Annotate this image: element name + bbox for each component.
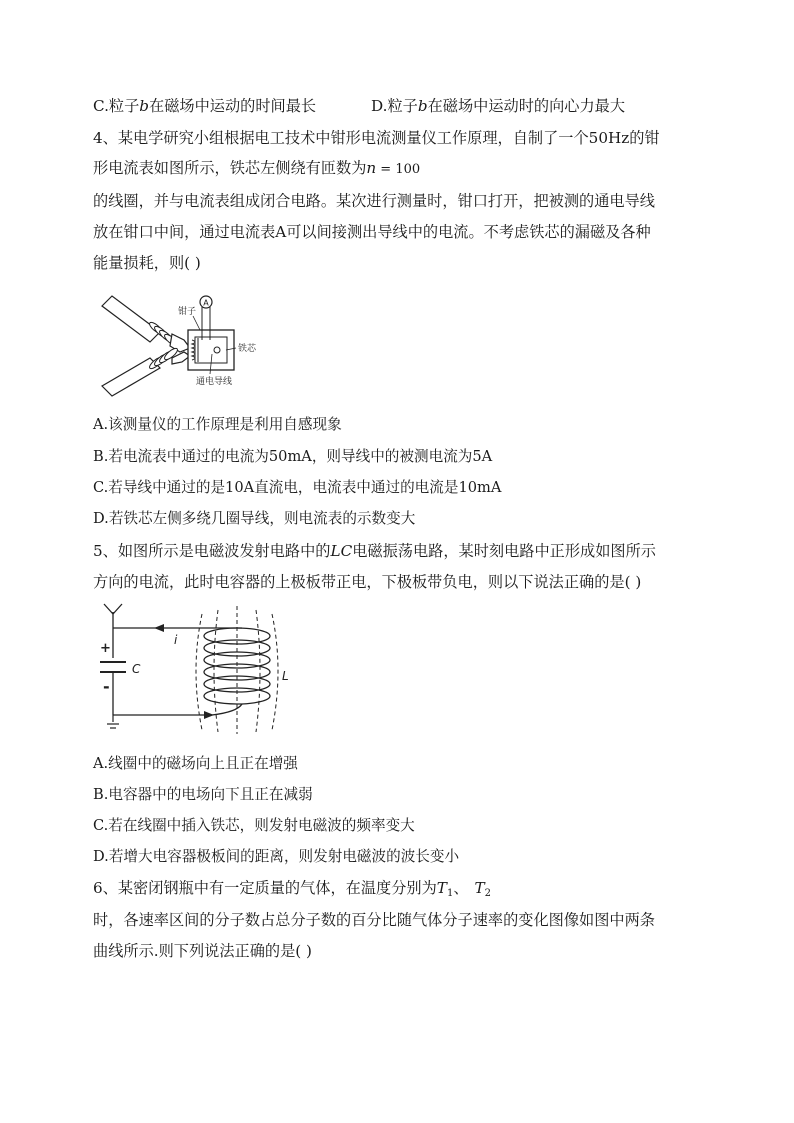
q5-option-d: D.若增大电容器极板间的距离，则发射电磁波的波长变小 bbox=[93, 848, 460, 865]
math-var: n bbox=[366, 159, 377, 177]
math-var: LC bbox=[330, 542, 353, 560]
q4-option-c: C.若导线中通过的是10A直流电，电流表中通过的电流是10mA bbox=[93, 479, 502, 496]
q5-option-b: B.电容器中的电场向下且正在减弱 bbox=[93, 786, 313, 803]
q4-stem-line4: 放在钳口中间，通过电流表A可以间接测出导线中的电流。不考虑铁芯的漏磁及各种 bbox=[93, 223, 651, 241]
q6-stem-line3: 曲线所示.则下列说法正确的是( ) bbox=[93, 942, 312, 960]
option-var: b bbox=[417, 97, 428, 115]
temp-var: T bbox=[474, 879, 485, 897]
clamp-meter-figure bbox=[98, 292, 278, 400]
temp-sub: 2 bbox=[484, 888, 492, 899]
q5-stem-line1 bbox=[93, 541, 656, 561]
q4-option-b: B.若电流表中通过的电流为50mA，则导线中的被测电流为5A bbox=[93, 448, 493, 465]
plus-sign: + bbox=[100, 641, 111, 656]
q4-option-a: A.该测量仪的工作原理是利用自感现象 bbox=[93, 416, 342, 433]
wire-icon bbox=[214, 347, 220, 353]
minus-sign: - bbox=[103, 677, 110, 696]
current-arrow-icon bbox=[154, 624, 164, 632]
lower-handle bbox=[102, 347, 190, 396]
q5-option-a: A.线圈中的磁场向上且正在增强 bbox=[93, 755, 298, 772]
q4-stem-line1: 4、某电学研究小组根据电工技术中钳形电流测量仪工作原理，自制了一个50Hz的钳 bbox=[93, 129, 660, 147]
q3-option-d bbox=[371, 96, 625, 116]
stem-text: 电磁振荡电路，某时刻电路中正形成如图所示 bbox=[352, 542, 656, 560]
stem-text: 形电流表如图所示，铁芯左侧绕有匝数为 bbox=[93, 159, 367, 177]
current-label: i bbox=[174, 633, 178, 647]
option-text: C.粒子 bbox=[93, 97, 140, 115]
q4-stem-line5: 能量损耗，则( ) bbox=[93, 254, 201, 272]
lc-circuit-figure bbox=[92, 600, 302, 740]
wire-label: 通电导线 bbox=[196, 377, 233, 387]
stem-text: 5、如图所示是电磁波发射电路中的 bbox=[93, 542, 331, 560]
q3-option-c bbox=[93, 96, 316, 116]
inductor-label: L bbox=[282, 669, 289, 683]
ammeter-label: A bbox=[203, 298, 209, 308]
antenna-icon bbox=[104, 604, 122, 628]
q6-stem-line1 bbox=[93, 878, 491, 904]
core-label: 铁芯 bbox=[238, 344, 257, 354]
temp-var: T bbox=[436, 879, 447, 897]
math-value: = 100 bbox=[376, 162, 421, 177]
q6-stem-line2: 时，各速率区间的分子数占总分子数的百分比随气体分子速率的变化图像如图中两条 bbox=[93, 911, 655, 929]
capacitor-icon bbox=[100, 662, 126, 672]
option-text: 在磁场中运动时的向心力最大 bbox=[427, 97, 626, 115]
q4-stem-line2 bbox=[93, 158, 420, 180]
capacitor-label: C bbox=[132, 662, 141, 676]
core-window bbox=[195, 337, 227, 363]
temp-sub: 1 bbox=[446, 888, 454, 899]
option-var: b bbox=[139, 97, 150, 115]
q4-stem-line3: 的线圈，并与电流表组成闭合电路。某次进行测量时，钳口打开，把被测的通电导线 bbox=[93, 192, 655, 210]
stem-text: 6、某密闭钢瓶中有一定质量的气体，在温度分别为 bbox=[93, 879, 437, 897]
upper-handle bbox=[102, 296, 190, 352]
separator: 、 bbox=[453, 879, 469, 897]
option-text: D.粒子 bbox=[371, 97, 418, 115]
ground-icon bbox=[107, 715, 119, 728]
option-text: 在磁场中运动的时间最长 bbox=[149, 97, 317, 115]
q4-option-d: D.若铁芯左侧多绕几圈导线，则电流表的示数变大 bbox=[93, 510, 416, 527]
q5-stem-line2: 方向的电流，此时电容器的上极板带正电，下极板带负电，则以下说法正确的是( ) bbox=[93, 573, 642, 591]
clamp-label: 钳子 bbox=[178, 307, 197, 317]
q5-option-c: C.若在线圈中插入铁芯，则发射电磁波的频率变大 bbox=[93, 817, 415, 834]
